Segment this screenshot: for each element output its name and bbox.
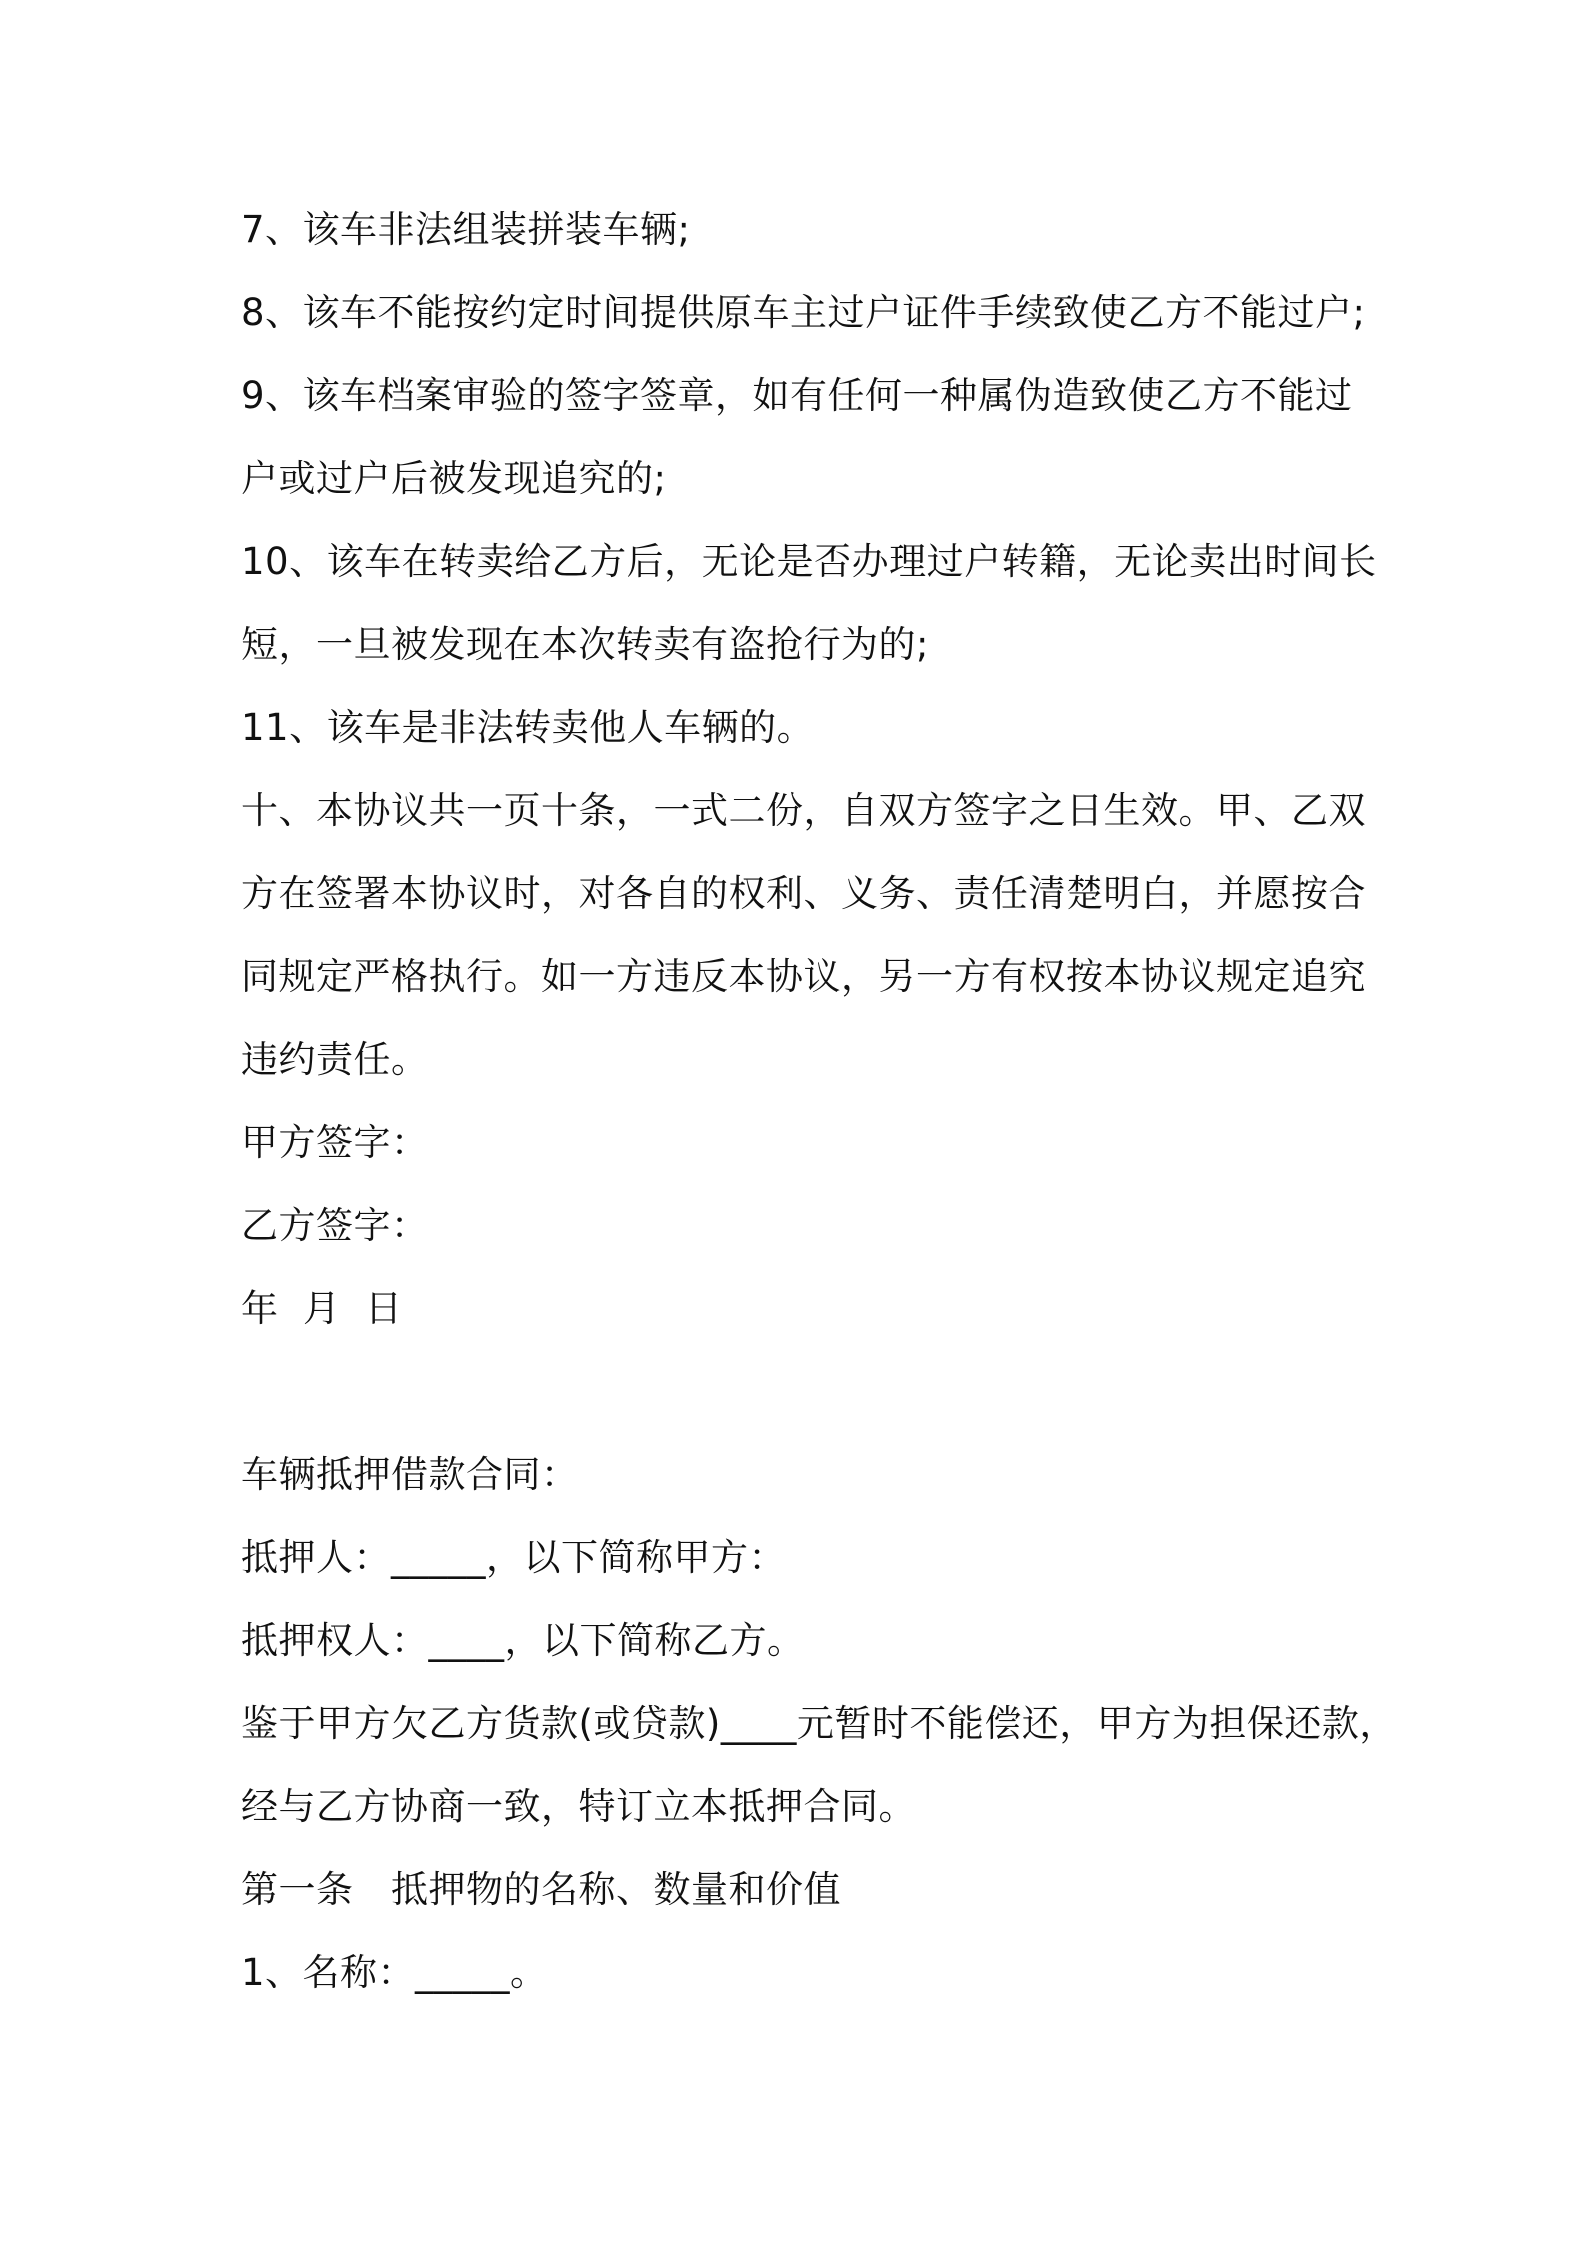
article-10-line-3: 同规定严格执行。如一方违反本协议，另一方有权按本协议规定追究 xyxy=(241,955,1366,998)
signature-date: 年 月 日 xyxy=(241,1287,403,1330)
clause-7: 7、该车非法组装拼装车辆; xyxy=(241,208,691,251)
section-gap xyxy=(241,1360,1361,1443)
item-1-name: 1、名称：_____。 xyxy=(241,1951,548,1994)
recital-line-2: 经与乙方协商一致，特订立本抵押合同。 xyxy=(241,1785,916,1828)
party-b-signature: 乙方签字： xyxy=(241,1204,429,1247)
recital-line-1: 鉴于甲方欠乙方货款(或贷款)____元暂时不能偿还，甲方为担保还款， xyxy=(241,1702,1397,1745)
clause-11: 11、该车是非法转卖他人车辆的。 xyxy=(241,706,815,749)
party-a-signature: 甲方签字： xyxy=(241,1121,429,1164)
clause-10-line-2: 短，一旦被发现在本次转卖有盗抢行为的; xyxy=(241,623,929,666)
article-10-line-4: 违约责任。 xyxy=(241,1038,429,1081)
article-1-heading: 第一条 抵押物的名称、数量和价值 xyxy=(241,1868,841,1911)
clause-9-line-1: 9、该车档案审验的签字签章，如有任何一种属伪造致使乙方不能过 xyxy=(241,374,1353,417)
mortgagee-line: 抵押权人：____，以下简称乙方。 xyxy=(241,1619,805,1662)
document-body xyxy=(241,198,1397,2024)
clause-10-line-1: 10、该车在转卖给乙方后，无论是否办理过户转籍，无论卖出时间长 xyxy=(241,540,1377,583)
article-10-line-1: 十、本协议共一页十条，一式二份，自双方签字之日生效。甲、乙双 xyxy=(241,789,1366,832)
clause-8: 8、该车不能按约定时间提供原车主过户证件手续致使乙方不能过户; xyxy=(241,291,1366,334)
contract-title: 车辆抵押借款合同： xyxy=(241,1453,579,1496)
article-10-line-2: 方在签署本协议时，对各自的权利、义务、责任清楚明白，并愿按合 xyxy=(241,872,1366,915)
mortgagor-line: 抵押人：_____，以下简称甲方： xyxy=(241,1536,786,1579)
clause-9-line-2: 户或过户后被发现追究的; xyxy=(241,457,667,500)
